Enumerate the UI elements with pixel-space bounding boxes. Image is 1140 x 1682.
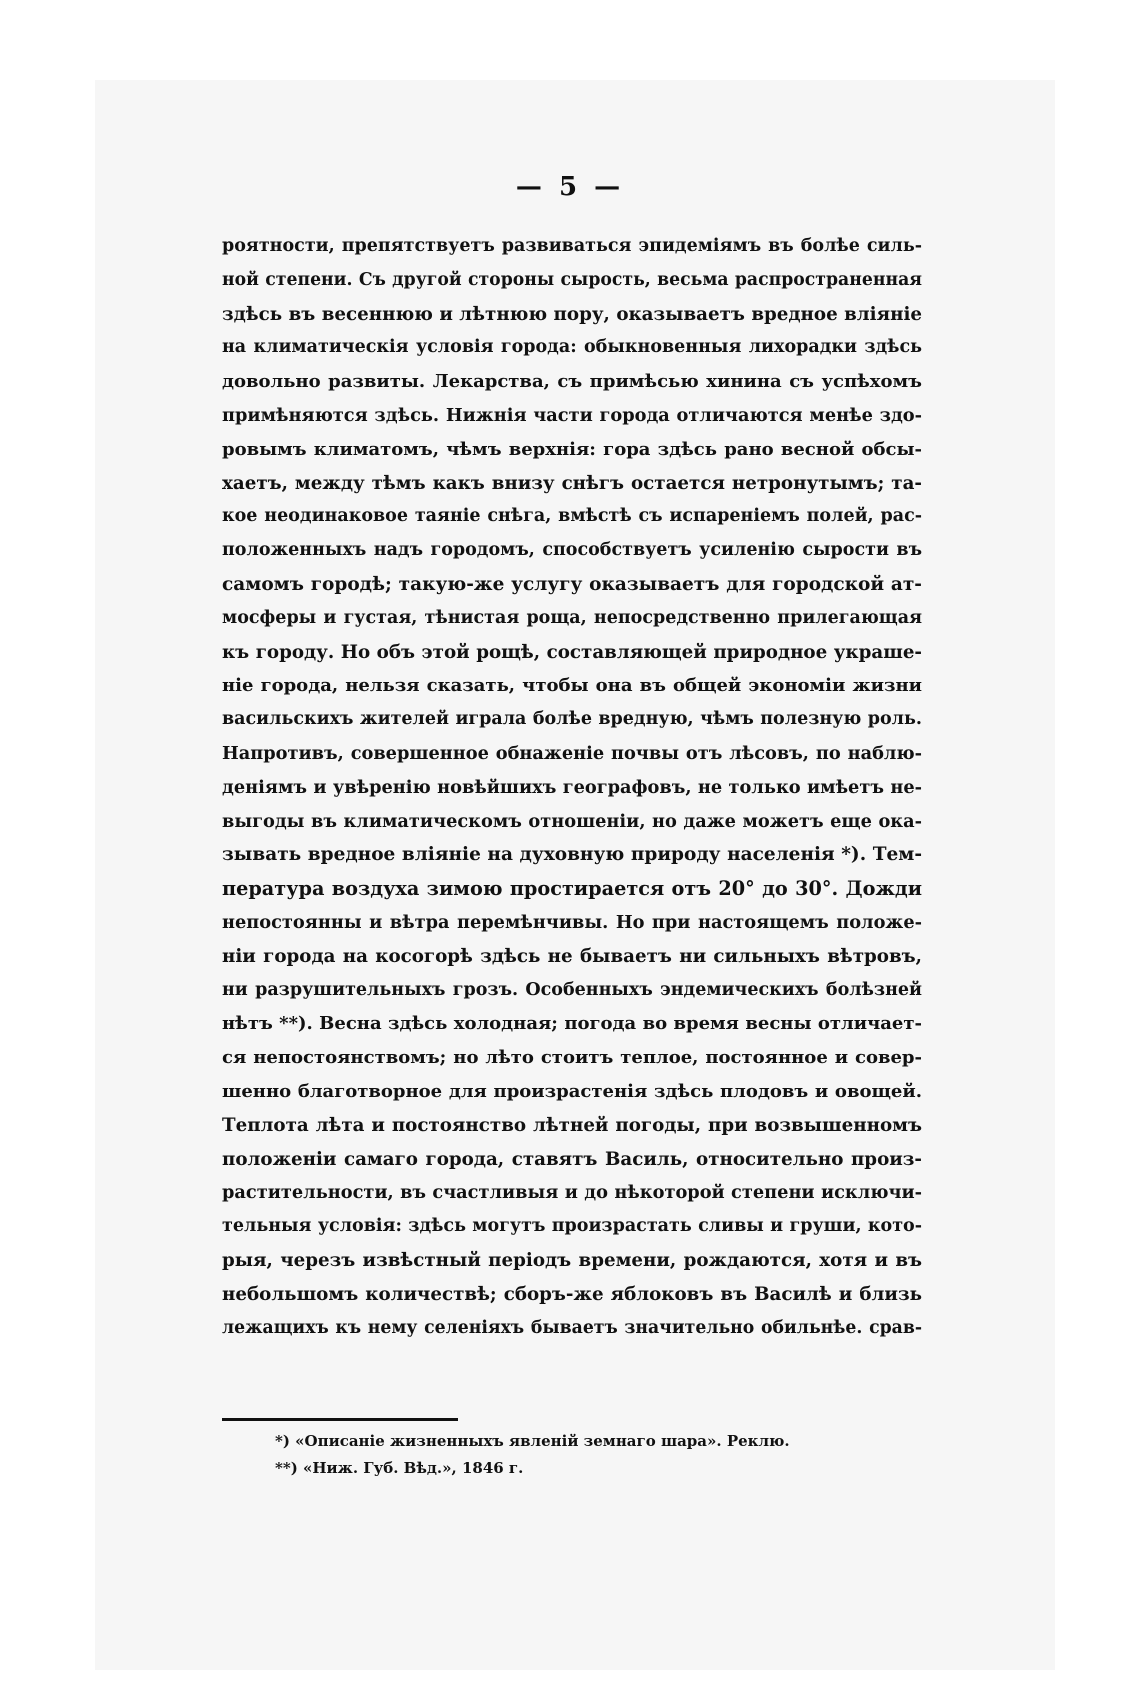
text-line: нѣтъ **). Весна здѣсь холодная; погода во время весны отличает- (222, 1013, 922, 1035)
text-line: примѣняются здѣсь. Нижнія части города отличаются менѣе здо- (222, 404, 922, 426)
text-line: пература воздуха зимою простирается отъ 20° до 30°. Дожди (222, 877, 922, 901)
text-line: довольно развиты. Лекарства, съ примѣсью хинина съ успѣхомъ (222, 371, 922, 393)
footnote-2: **) «Ниж. Губ. Вѣд.», 1846 г. (275, 1459, 524, 1477)
text-line: ніе города, нельзя сказать, чтобы она въ общей экономіи жизни (222, 675, 922, 697)
text-line: мосферы и густая, тѣнистая роща, непосредственно прилегающая (222, 607, 922, 628)
text-line: къ городу. Но объ этой рощѣ, составляющей природное украше- (222, 641, 922, 663)
text-line: деніямъ и увѣренію новѣйшихъ географовъ, не только имѣетъ не- (222, 776, 922, 798)
text-line: положенныхъ надъ городомъ, способствуетъ усиленію сырости въ (222, 540, 922, 561)
text-line: шенно благотворное для произрастенія здѣсь плодовъ и овощей. (222, 1080, 922, 1102)
text-line: выгоды въ климатическомъ отношеніи, но даже можетъ еще ока- (222, 810, 922, 832)
text-line: растительности, въ счастливыя и до нѣкоторой степени исключи- (222, 1182, 922, 1204)
text-line: Теплота лѣта и постоянство лѣтней погоды, при возвышенномъ (222, 1114, 922, 1136)
page-number: — 5 — (515, 172, 625, 202)
text-line: ни разрушительныхъ грозъ. Особенныхъ эндемическихъ болѣзней (222, 979, 922, 1000)
text-line: кое неодинаковое таяніе снѣга, вмѣстѣ съ испареніемъ полей, рас- (222, 506, 922, 527)
text-line: самомъ городѣ; такую-же услугу оказываетъ для городской ат- (222, 573, 922, 595)
text-line: ной степени. Съ другой стороны сырость, весьма распространенная (222, 269, 922, 290)
body-text (222, 230, 922, 1345)
text-line: положеніи самаго города, ставятъ Василь, относительно произ- (222, 1148, 922, 1170)
footnotes (275, 1428, 790, 1482)
text-line: Напротивъ, совершенное обнаженіе почвы отъ лѣсовъ, по наблю- (222, 742, 922, 764)
text-line: небольшомъ количествѣ; сборъ-же яблоковъ въ Василѣ и близь (222, 1283, 922, 1305)
text-line: ся непостоянствомъ; но лѣто стоитъ теплое, постоянное и совер- (222, 1047, 922, 1069)
text-line: тельныя условія: здѣсь могутъ произрастать сливы и груши, кото- (222, 1216, 922, 1237)
text-line: здѣсь въ весеннюю и лѣтнюю пору, оказываетъ вредное вліяніе (222, 303, 922, 325)
text-line: зывать вредное вліяніе на духовную природу населенія *). Тем- (222, 844, 922, 866)
text-line: рыя, черезъ извѣстный періодъ времени, рождаются, хотя и въ (222, 1249, 922, 1271)
text-line: на климатическія условія города: обыкновенныя лихорадки здѣсь (222, 337, 922, 358)
text-line: роятности, препятствуетъ развиваться эпидеміямъ въ болѣе силь- (222, 236, 922, 256)
text-line: ніи города на косогорѣ здѣсь не бываетъ ни сильныхъ вѣтровъ, (222, 945, 922, 967)
text-line: лежащихъ къ нему селеніяхъ бываетъ значительно обильнѣе. срав- (222, 1317, 922, 1338)
text-line: хаетъ, между тѣмъ какъ внизу снѣгъ остается нетронутымъ; та- (222, 472, 922, 494)
text-line: ровымъ климатомъ, чѣмъ верхнія: гора здѣсь рано весной обсы- (222, 438, 922, 460)
text-line: непостоянны и вѣтра перемѣнчивы. Но при настоящемъ положе- (222, 911, 922, 933)
footnote-1: *) «Описаніе жизненныхъ явленій земнаго шара». Реклю. (275, 1432, 790, 1450)
footnote-divider (222, 1418, 458, 1421)
text-line: васильскихъ жителей играла болѣе вредную, чѣмъ полезную роль. (222, 709, 922, 730)
